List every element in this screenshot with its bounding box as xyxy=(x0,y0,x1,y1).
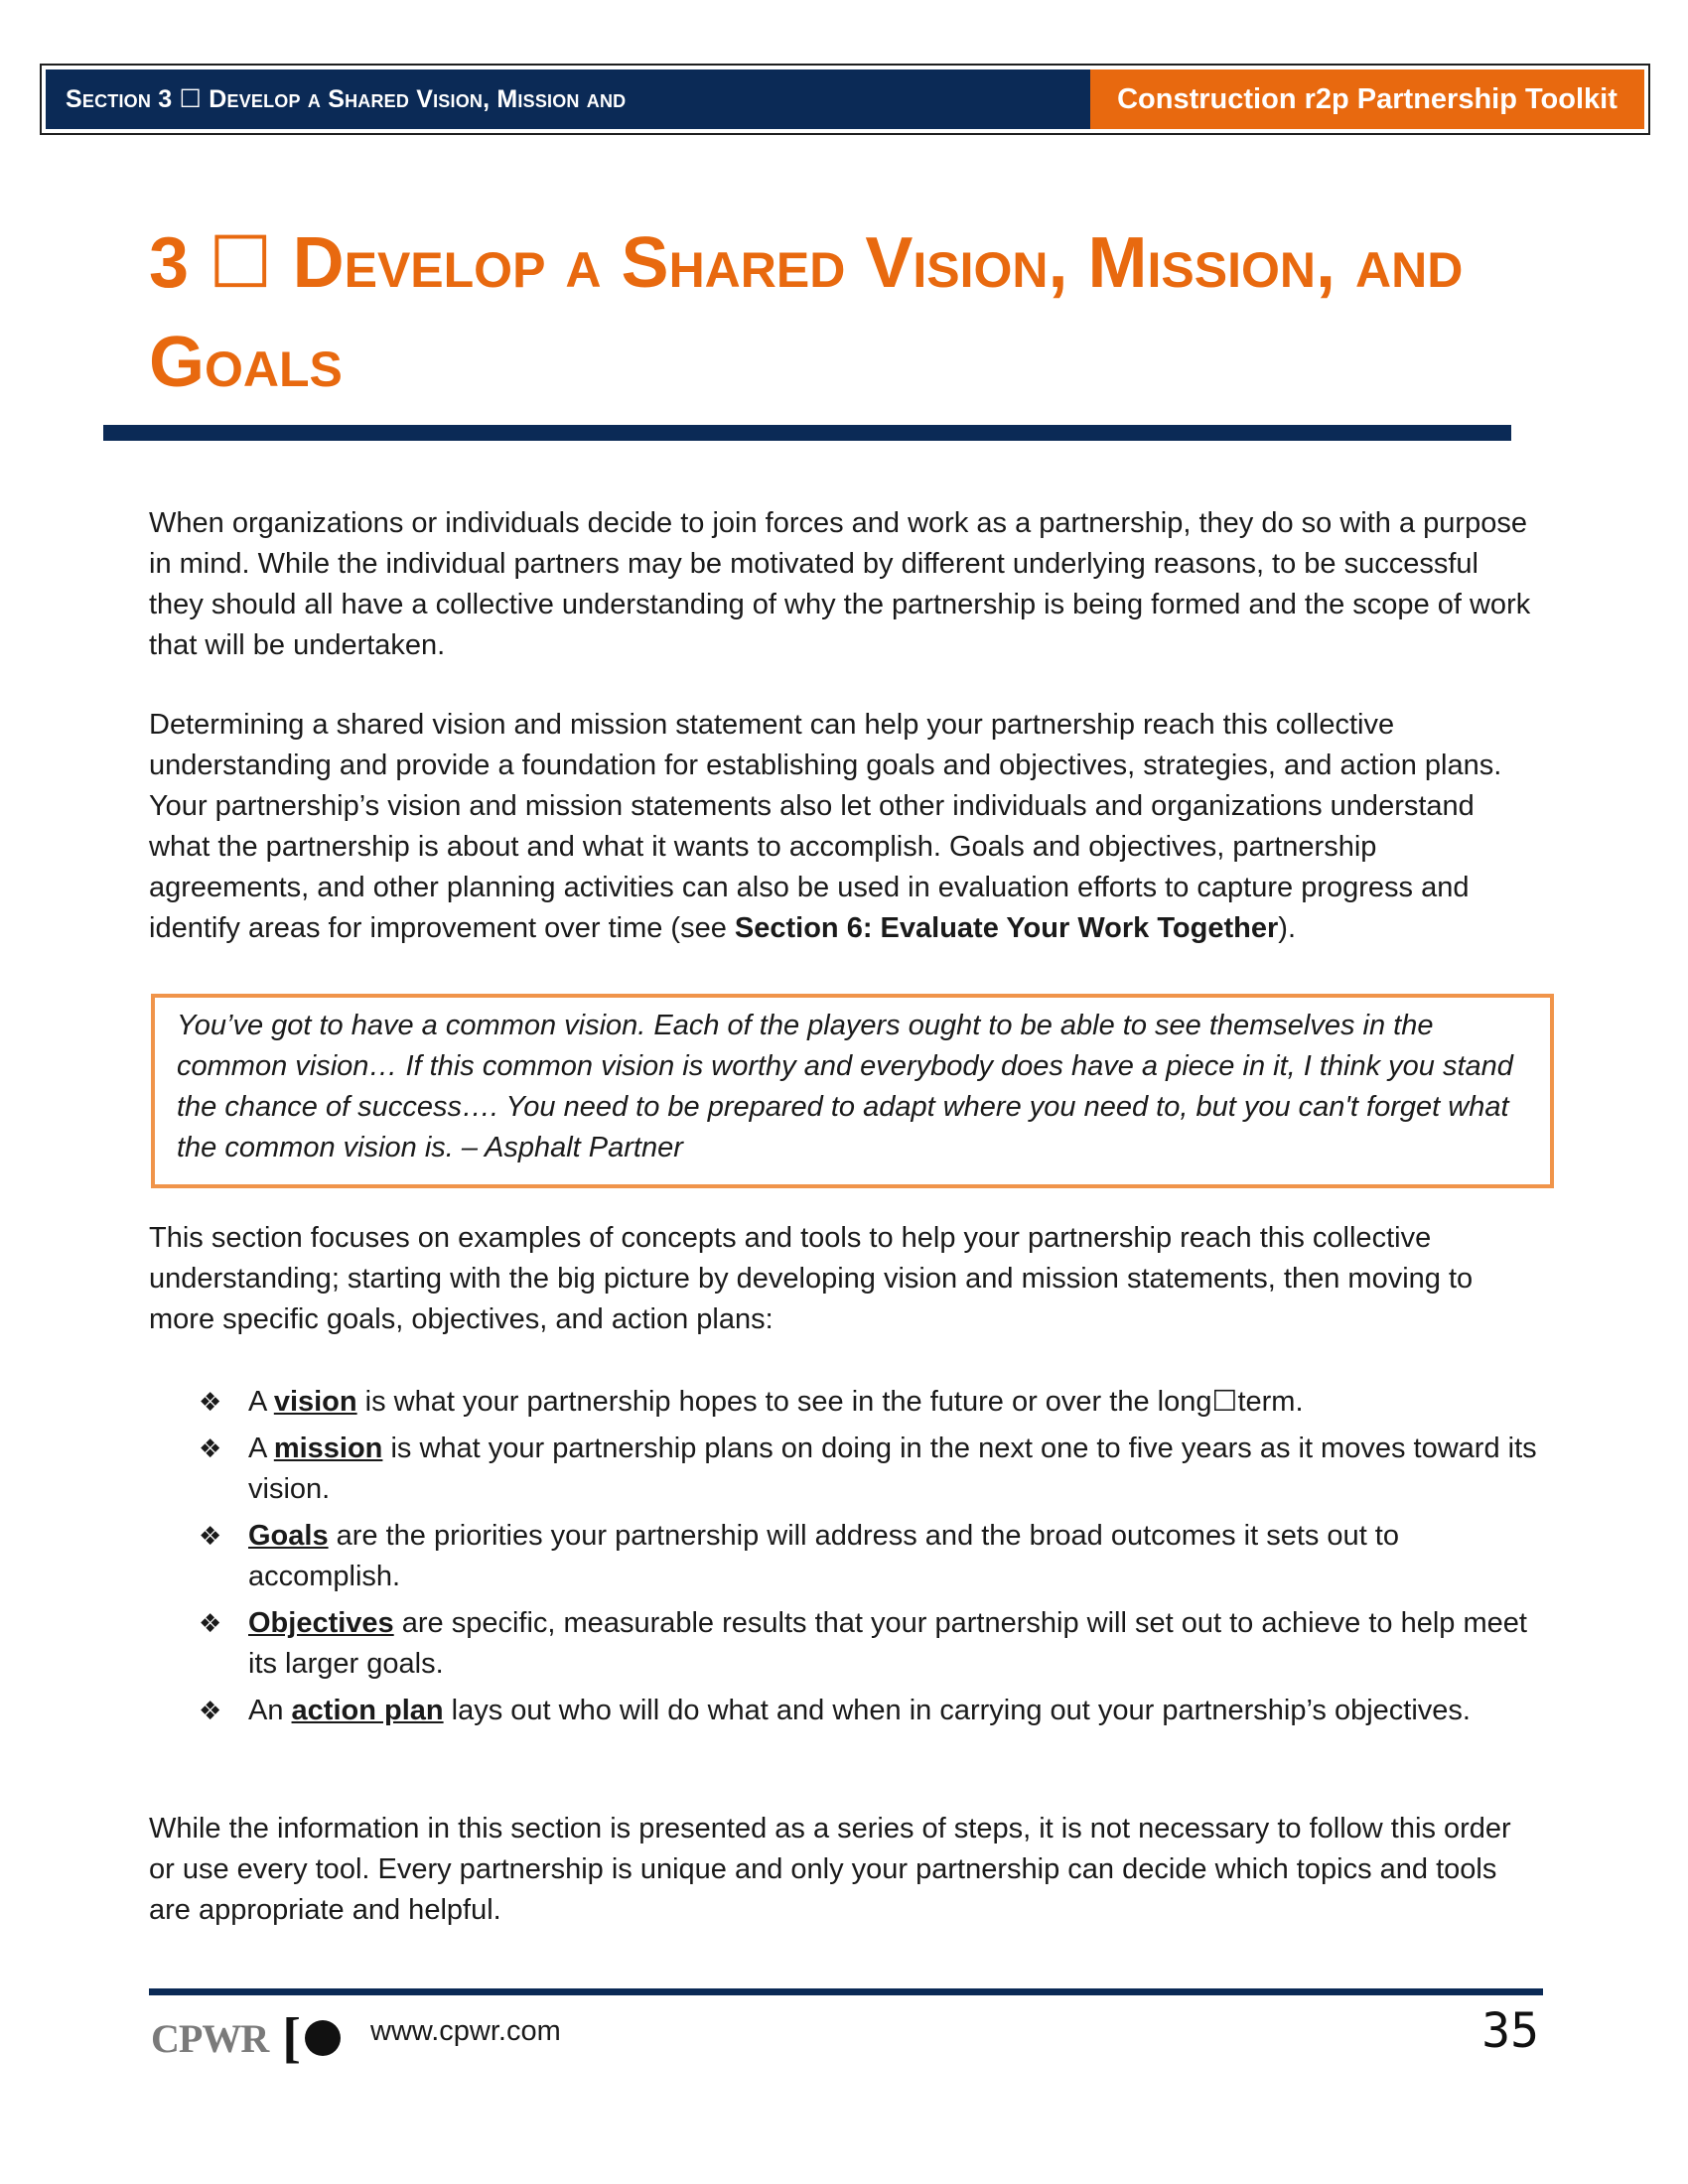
concept-list-item xyxy=(199,1603,1539,1685)
paragraph-text-end: ). xyxy=(1278,912,1296,944)
section-label: Section 3 ☐ Develop a Shared Vision, Mission and xyxy=(46,69,1090,129)
bullet-term: mission xyxy=(273,1433,383,1464)
bullet-description: lays out who will do what and when in carrying out your partnership’s objectives. xyxy=(443,1695,1471,1726)
bullet-diamond-icon: ❖ xyxy=(199,1433,222,1463)
paragraph-text: Determining a shared vision and mission statement can help your partnership reach this collective understanding and provide a foundation for establishing goals and objectives, strategies, and action plans. Your partnership’s vision and mission statements also let other individuals and organizations understand what the partnership is about and what it wants to accomplish. Goals and objectives, partnership agreements, and other planning activities can also be used in evaluation efforts to capture progress and identify areas for improvement over time (see xyxy=(149,709,1502,944)
cpwr-logo xyxy=(151,2008,341,2068)
closing-paragraph: While the information in this section is presented as a series of steps, it is not necessary to follow this order or use every tool. Every partnership is unique and only your partnership can decide which topics and tools are appropriate and helpful. xyxy=(149,1813,1511,1926)
bullet-term: action plan xyxy=(291,1695,444,1726)
bullet-prefix: A xyxy=(248,1386,274,1418)
title-divider xyxy=(103,425,1511,441)
bullet-description: are the priorities your partnership will address and the broad outcomes it sets out to accomplish. xyxy=(248,1520,1399,1592)
partner-quote-box: You’ve got to have a common vision. Each of the players ought to be able to see themselves in the common vision… If this common vision is worthy and everybody does have a piece in it, I think you stand the chance of success…. You need to be prepared to adapt where you need to, but you can't forget what the common vision is. – Asphalt Partner xyxy=(151,994,1554,1188)
bullet-term: Goals xyxy=(248,1520,329,1552)
bullet-term: Objectives xyxy=(248,1607,394,1639)
bullet-term: vision xyxy=(273,1386,357,1418)
concept-list xyxy=(199,1382,1539,1737)
vision-mission-paragraph xyxy=(149,705,1539,949)
footer-url: www.cpwr.com xyxy=(370,2015,561,2047)
bullet-diamond-icon: ❖ xyxy=(199,1608,222,1638)
bullet-description: is what your partnership plans on doing in the next one to five years as it moves toward its vision. xyxy=(248,1433,1537,1505)
section-title: 3 ☐ Develop a Shared Vision, Mission, and Goals xyxy=(149,223,1464,402)
concept-list-item xyxy=(199,1429,1539,1510)
bullet-prefix: An xyxy=(248,1695,292,1726)
section-focus-paragraph: This section focuses on examples of concepts and tools to help your partnership reach this collective understanding; starting with the big picture by developing vision and mission statements, then moving to more specific goals, objectives, and action plans: xyxy=(149,1222,1474,1335)
intro-paragraph: When organizations or individuals decide to join forces and work as a partnership, they do so with a purpose in mind. While the individual partners may be motivated by different underlying reasons, to be successful they should all have a collective understanding of why the partnership is being formed and the scope of work that will be undertaken. xyxy=(149,507,1531,661)
bullet-diamond-icon: ❖ xyxy=(199,1387,222,1417)
bullet-diamond-icon: ❖ xyxy=(199,1696,222,1725)
concept-list-item xyxy=(199,1691,1539,1731)
page-number: 35 xyxy=(1481,2003,1539,2059)
logo-dot-icon xyxy=(305,2020,341,2056)
toolkit-title: Construction r2p Partnership Toolkit xyxy=(1090,69,1644,129)
logo-wordmark: CPWR xyxy=(151,2015,269,2061)
bullet-description: is what your partnership hopes to see in the future or over the long☐term. xyxy=(356,1386,1304,1418)
concept-list-item xyxy=(199,1382,1539,1423)
bullet-diamond-icon: ❖ xyxy=(199,1521,222,1551)
bullet-description: are specific, measurable results that your partnership will set out to achieve to help meet its larger goals. xyxy=(248,1607,1527,1680)
section-6-reference: Section 6: Evaluate Your Work Together xyxy=(734,912,1279,944)
bullet-prefix: A xyxy=(248,1433,274,1464)
footer-divider xyxy=(149,1988,1543,1995)
page-header xyxy=(40,64,1650,135)
concept-list-item xyxy=(199,1516,1539,1597)
logo-bracket-icon: [ xyxy=(282,2007,301,2069)
